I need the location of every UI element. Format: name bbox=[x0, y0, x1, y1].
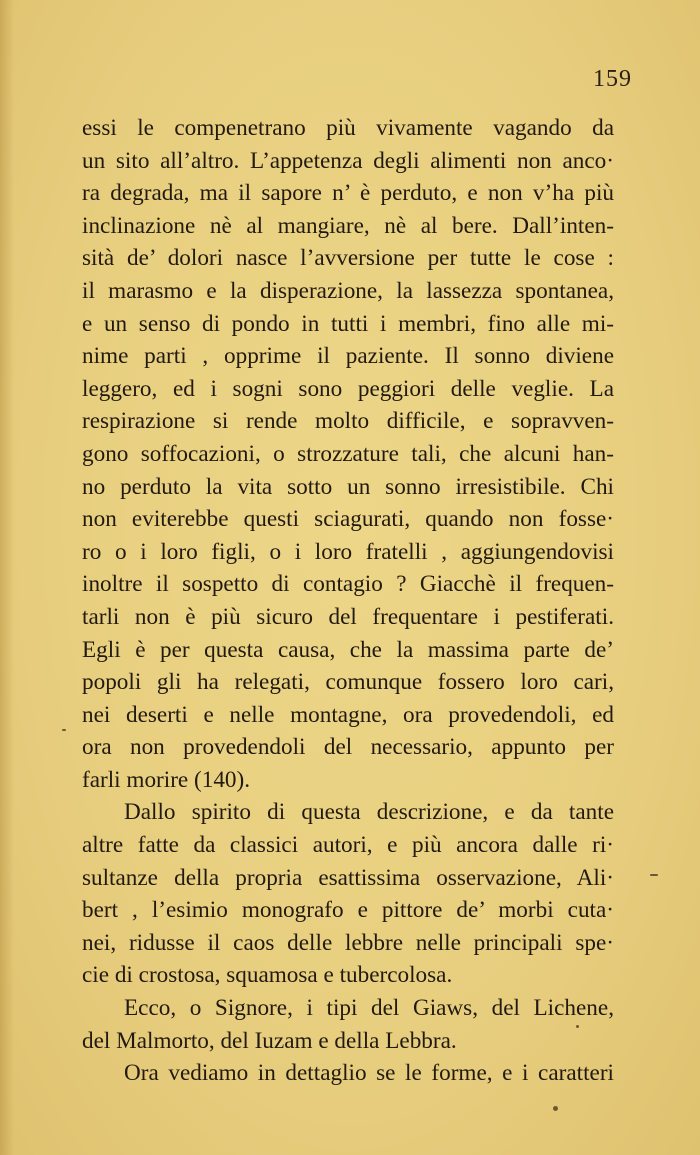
text-line: non eviterebbe questi sciagurati, quando non fosse· bbox=[82, 506, 614, 533]
text-line: ro o i loro figli, o i loro fratelli , aggiungendovisi bbox=[82, 538, 614, 565]
text-line: leggero, ed i sogni sono peggiori delle veglie. La bbox=[82, 375, 614, 402]
text-line: nei, ridusse il caos delle lebbre nelle principali spe· bbox=[82, 929, 614, 956]
text-line: Egli è per questa causa, che la massima parte de’ bbox=[82, 636, 614, 663]
text-line: inoltre il sospetto di contagio ? Giacchè il frequen- bbox=[82, 571, 614, 598]
text-line: un sito all’altro. L’appetenza degli alimenti non anco· bbox=[82, 147, 614, 174]
ink-speck bbox=[650, 874, 658, 876]
text-line: gono soffocazioni, o strozzature tali, che alcuni han- bbox=[82, 440, 614, 467]
text-line: il marasmo e la disperazione, la lassezza spontanea, bbox=[82, 277, 614, 304]
text-line: tarli non è più sicuro del frequentare i pestiferati. bbox=[82, 603, 614, 630]
page-number: 159 bbox=[593, 66, 632, 92]
text-line: e un senso di pondo in tutti i membri, fino alle mi- bbox=[82, 310, 614, 337]
text-line: Ecco, o Signore, i tipi del Giaws, del Lichene, bbox=[124, 995, 614, 1022]
text-line: sultanze della propria esattissima osservazione, Ali· bbox=[82, 864, 614, 891]
text-line: ra degrada, ma il sapore n’ è perduto, e non v’ha più bbox=[82, 180, 614, 207]
text-line: del Malmorto, del Iuzam e della Lebbra. bbox=[82, 1027, 457, 1054]
text-line: ora non provedendoli del necessario, appunto per bbox=[82, 734, 614, 761]
text-line: bert , l’esimio monografo e pittore de’ morbi cuta· bbox=[82, 897, 614, 924]
text-line: farli morire (140). bbox=[82, 766, 251, 793]
body-text bbox=[82, 112, 614, 1090]
text-line: Dallo spirito di questa descrizione, e da tante bbox=[124, 799, 614, 826]
text-line: popoli gli ha relegati, comunque fossero loro cari, bbox=[82, 669, 614, 696]
text-line: Ora vediamo in dettaglio se le forme, e i caratteri bbox=[124, 1060, 614, 1087]
ink-speck bbox=[576, 1025, 579, 1028]
text-line: cie di crostosa, squamosa e tubercolosa. bbox=[82, 962, 453, 989]
text-line: essi le compenetrano più vivamente vagando da bbox=[82, 115, 614, 141]
ink-speck bbox=[553, 1106, 558, 1111]
text-line: nei deserti e nelle montagne, ora provedendoli, ed bbox=[82, 701, 614, 728]
text-line: sità de’ dolori nasce l’avversione per tutte le cose : bbox=[82, 245, 614, 272]
ink-speck bbox=[62, 729, 66, 731]
text-line: altre fatte da classici autori, e più ancora dalle ri· bbox=[82, 832, 614, 859]
page-edge-shadow bbox=[0, 0, 14, 1155]
text-line: respirazione si rende molto difficile, e sopravven- bbox=[82, 408, 614, 435]
text-line: inclinazione nè al mangiare, nè al bere. Dall’inten- bbox=[82, 212, 614, 239]
text-line: nime parti , opprime il paziente. Il sonno diviene bbox=[82, 343, 614, 370]
text-line: no perduto la vita sotto un sonno irresistibile. Chi bbox=[82, 473, 614, 500]
